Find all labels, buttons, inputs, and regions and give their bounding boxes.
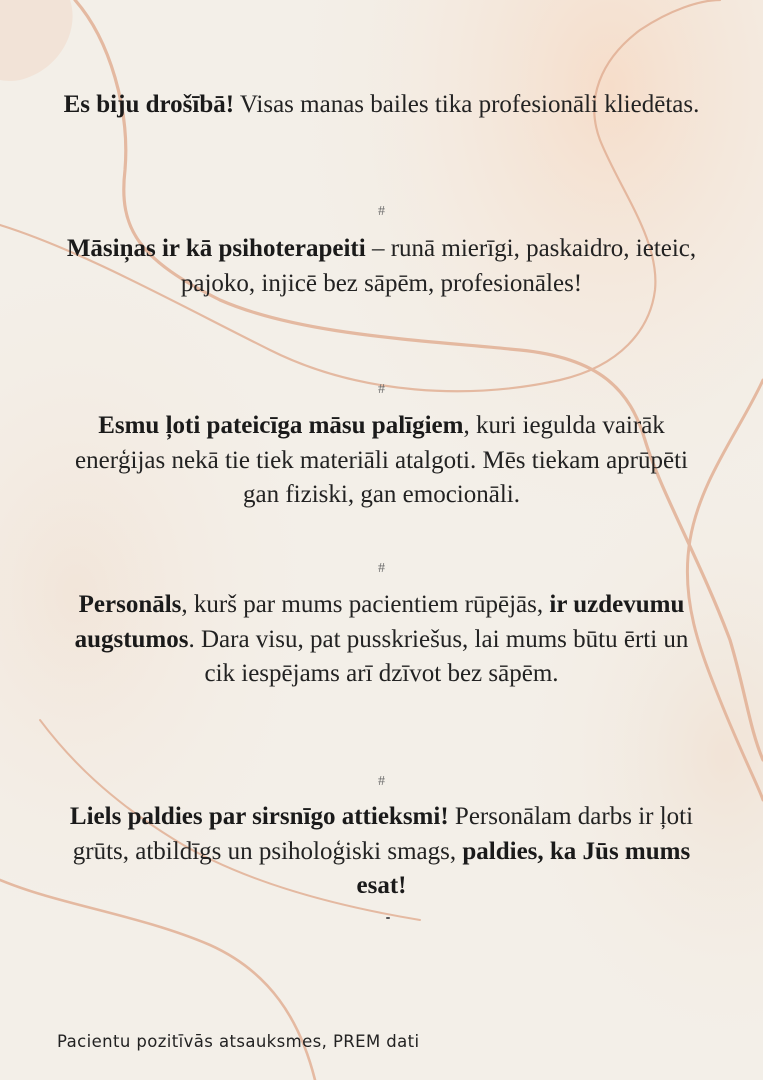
small-dot xyxy=(386,917,390,919)
testimonial-quote-4 xyxy=(60,588,703,692)
quote-4-bold-2: ir uzdevumu augstumos xyxy=(74,591,685,653)
quote-1-text: Visas manas bailes tika profesionāli kliedētas. xyxy=(234,91,700,118)
quote-2-bold: Māsiņas ir kā psihoterapeiti xyxy=(66,235,366,262)
quote-3-bold: Esmu ļoti pateicīga māsu palīgiem xyxy=(98,412,464,439)
testimonial-quote-5 xyxy=(60,800,703,904)
quote-5-text: Personālam darbs ir ļoti grūts, atbildīgs un psiholoģiski smags, xyxy=(72,803,694,865)
quote-2-text: – runā mierīgi, paskaidro, ieteic, pajoko, injicē bez sāpēm, profesionāles! xyxy=(180,235,697,297)
testimonial-quote-3 xyxy=(60,409,703,513)
quote-3-text: , kuri iegulda vairāk enerģijas nekā tie tiek materiāli atalgoti. Mēs tiekam aprūpēti gan fiziski, gan emocionāli. xyxy=(75,412,688,508)
quote-1-bold: Es biju drošībā! xyxy=(63,91,235,118)
quote-4-text-1: , kurš par mums pacientiem rūpējās, xyxy=(181,591,550,618)
separator-4: # xyxy=(378,774,385,789)
separator-1: # xyxy=(378,204,385,219)
separator-3: # xyxy=(378,561,385,576)
quote-5-bold-2: paldies, ka Jūs mums esat! xyxy=(356,837,691,899)
quote-4-bold-1: Personāls xyxy=(78,591,182,618)
quote-5-bold-1: Liels paldies par sirsnīgo attieksmi! xyxy=(69,803,449,830)
separator-2: # xyxy=(378,382,385,397)
footer-caption: Pacientu pozitīvās atsauksmes, PREM dati xyxy=(57,1032,420,1051)
quote-4-text-2: . Dara visu, pat pusskriešus, lai mums būtu ērti un cik iespējams arī dzīvot bez sāpēm. xyxy=(188,625,689,687)
testimonial-quote-1 xyxy=(60,88,703,123)
testimonial-quote-2 xyxy=(60,232,703,301)
